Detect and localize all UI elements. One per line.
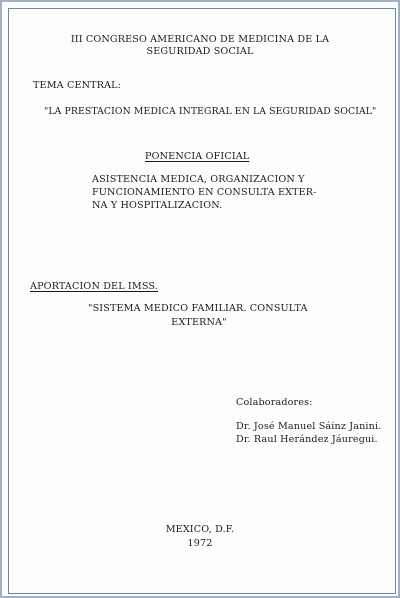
place-line: MEXICO, D.F. [165, 524, 235, 535]
congress-title-line-1: III CONGRESO AMERICANO DE MEDICINA DE LA [70, 34, 330, 45]
colaborador-name-1: Dr. José Manuel Sáinz Janini. [236, 421, 382, 432]
ponencia-line-3: NA Y HOSPITALIZACION. [92, 200, 223, 211]
ponencia-oficial-label: PONENCIA OFICIAL [145, 151, 250, 162]
colaboradores-label: Colaboradores: [236, 397, 313, 408]
aportacion-line-2: EXTERNA" [171, 317, 227, 328]
document-page [8, 8, 396, 594]
ponencia-line-1: ASISTENCIA MEDICA, ORGANIZACION Y [92, 174, 305, 185]
aportacion-line-1: "SISTEMA MEDICO FAMILIAR. CONSULTA [88, 303, 308, 314]
tema-central-value: "LA PRESTACION MEDICA INTEGRAL EN LA SEGURIDAD SOCIAL" [44, 106, 377, 117]
colaborador-name-2: Dr. Raul Herández Jáuregui. [236, 434, 378, 445]
year-line: 1972 [187, 538, 213, 549]
tema-central-label: TEMA CENTRAL: [33, 80, 122, 91]
aportacion-imss-label: APORTACION DEL IMSS. [30, 281, 158, 292]
congress-title-line-2: SEGURIDAD SOCIAL [146, 46, 254, 57]
ponencia-line-2: FUNCIONAMIENTO EN CONSULTA EXTER- [92, 187, 317, 198]
